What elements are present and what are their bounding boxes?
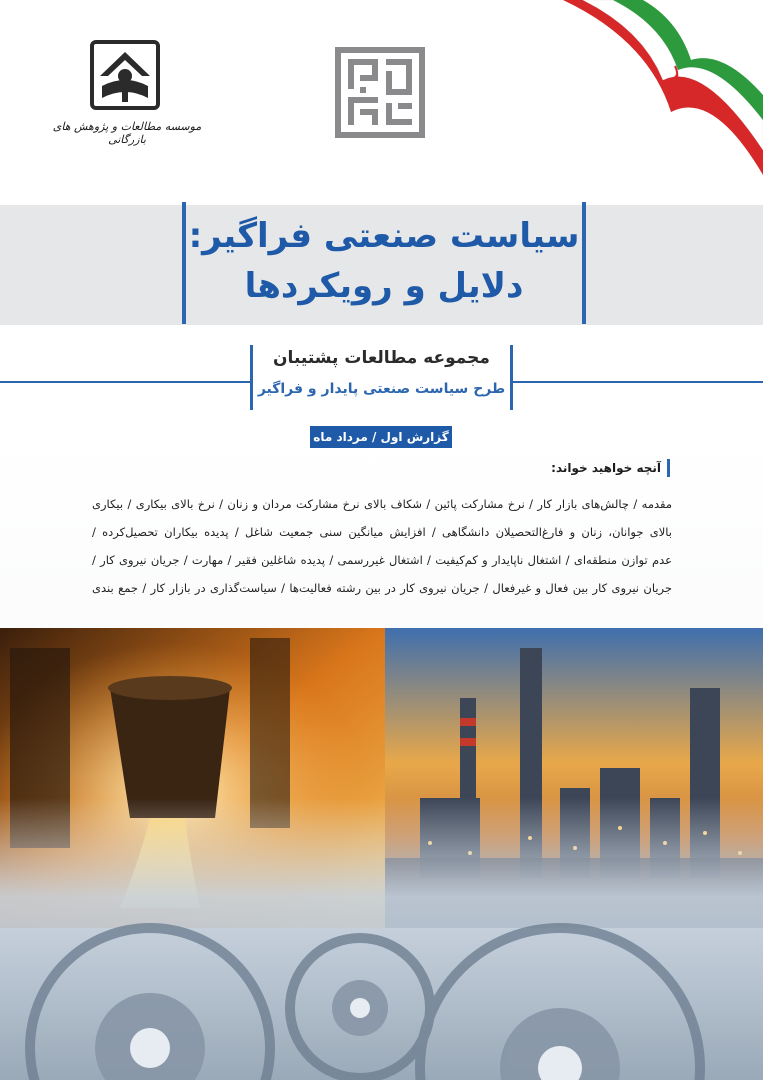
contents-line: بالای جوانان، زنان و فارغ‌التحصیلان دانشگاهی / افزایش میانگین سنی جمعیت شاغل / پدیده بیکاران تحصیل‌کرده / (92, 525, 672, 539)
industrial-photo-collage (0, 628, 763, 1080)
title-box (182, 202, 586, 324)
contents-line: جریان نیروی کار بین فعال و غیرفعال / جریان نیروی کار در بین رشته فعالیت‌ها / سیاست‌گذاری در بازار کار / جمع بندی (92, 581, 672, 595)
subtitle-bar-right (510, 345, 513, 410)
subtitle-project: طرح سیاست صنعتی پایدار و فراگیر (257, 381, 506, 397)
institute-logo-icon (90, 40, 160, 110)
iran-flag-ribbon (553, 0, 763, 190)
report-badge: گزارش اول / مرداد ماه ۱۴۰۱ (310, 426, 452, 448)
institute-name: موسسه مطالعات و پژوهش های بازرگانی (52, 120, 202, 146)
contents-list (92, 490, 672, 602)
contents-heading: آنچه خواهید خواند: (551, 459, 670, 477)
main-title-line-2: دلایل و رویکردها (244, 266, 524, 306)
main-title-line-1: سیاست صنعتی فراگیر: (188, 216, 580, 256)
institute-logo (52, 40, 202, 146)
divider-left (0, 381, 250, 383)
svg-text:✦: ✦ (671, 71, 682, 85)
kufic-emblem-icon (330, 45, 430, 140)
contents-line: عدم توازن منطقه‌ای / اشتغال ناپایدار و کم‌کیفیت / اشتغال غیررسمی / پدیده شاغلین فقیر / مهارت / جریان نیروی کار / (92, 553, 672, 567)
contents-line: مقدمه / چالش‌های بازار کار / نرخ مشارکت پائین / شکاف بالای نرخ مشارکت مردان و زنان / نرخ بالای بیکاری / بیکاری (92, 497, 672, 511)
divider-right (513, 381, 763, 383)
subtitle-series: مجموعه مطالعات پشتیبان (273, 348, 490, 368)
